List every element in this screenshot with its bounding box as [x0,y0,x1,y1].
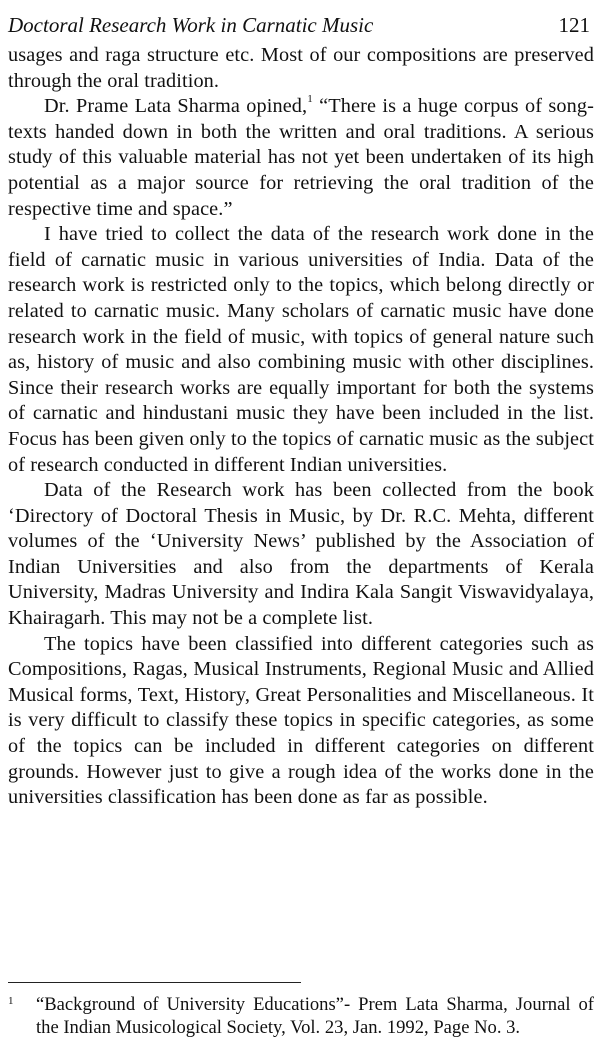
footnote [8,993,594,1039]
footnote-divider [8,982,301,983]
footnote-reference: 1 [307,93,313,106]
paragraph-2-quote: “There is a huge corpus of song- texts handed down in both the written and oral traditions. A serious study of this valuable material has not yet been undertaken of its high potential as a major source for retrieving the oral tradition of the respective time and space.” [8,95,594,220]
footnote-marker: 1 [8,995,14,1007]
book-page [8,12,594,811]
paragraph-2-lead: Dr. Prame Lata Sharma opined, [44,95,308,118]
paragraph-1: usages and raga structure etc. Most of our compositions are preserved through the oral tradition. [8,44,594,92]
page-number: 121 [558,13,590,37]
paragraph-2 [8,94,594,222]
paragraph-5: The topics have been classified into different categories such as Compositions, Ragas, Musical Instruments, Regional Music and Allied Musical forms, Text, History, Great Personalities and Miscellaneous. It is very difficult to classify these topics in specific categories, as some of the topics can be included in different categories on different grounds. However just to give a rough idea of the works done in the universities classification has been done as far as possible. [8,632,594,809]
footnote-text: “Background of University Educations”- Prem Lata Sharma, Journal of the Indian Musicological Society, Vol. 23, Jan. 1992, Page No. 3. [36,994,594,1038]
running-head [8,12,594,38]
running-title: Doctoral Research Work in Carnatic Music [8,13,374,37]
paragraph-3: I have tried to collect the data of the research work done in the field of carnatic music in various universities of India. Data of the research work is restricted only to the topics, which belong directly or related to carnatic music. Many scholars of carnatic music have done research work in the field of music, with topics of general nature such as, history of music and also combining music with other disciplines. Since their research works are equally important for both the systems of carnatic and hindustani music they have been included in the list. Focus has been given only to the topics of carnatic music as the subject of research conducted in different Indian universities. [8,223,594,476]
paragraph-4: Data of the Research work has been collected from the book ‘Directory of Doctoral Thesis in Music, by Dr. R.C. Mehta, different volumes of the ‘University News’ published by the Association of Indian Universities and also from the departments of Kerala University, Madras University and Indira Kala Sangit Viswavidyalaya, Khairagarh. This may not be a complete list. [8,479,594,630]
body-text [8,43,594,811]
